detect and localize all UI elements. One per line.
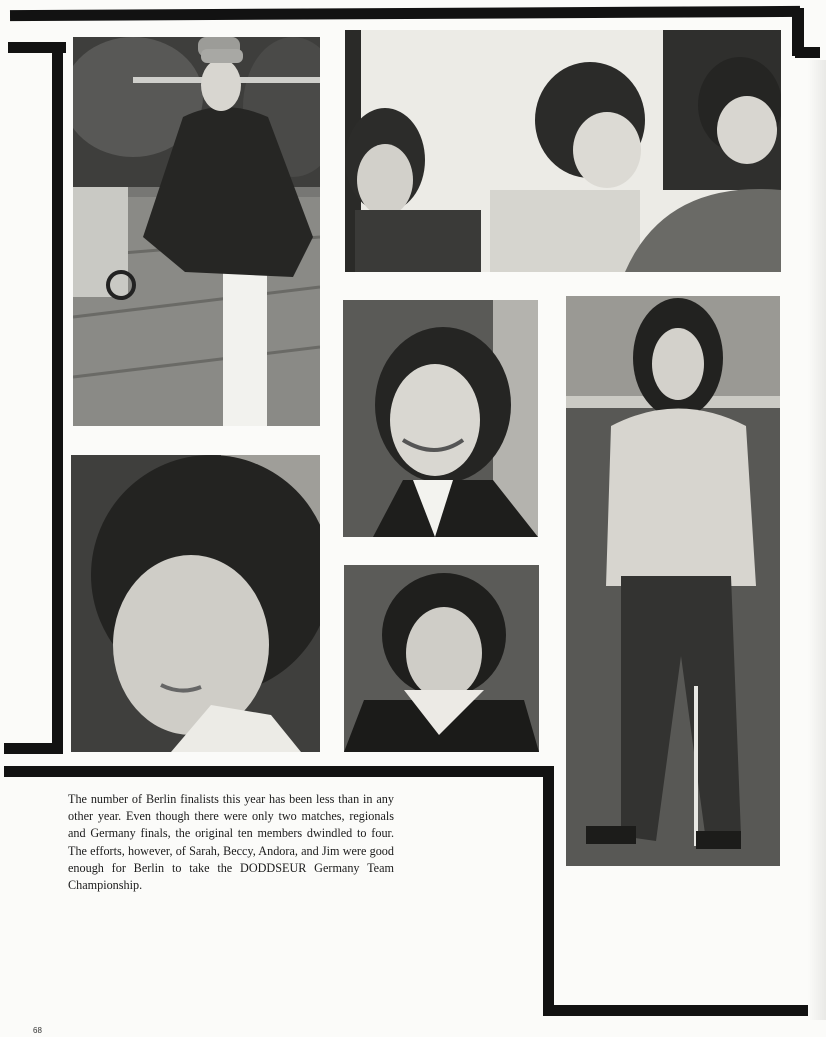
frame-caption-right bbox=[543, 766, 554, 1016]
frame-caption-top bbox=[4, 766, 554, 777]
photo-girl-profile bbox=[71, 455, 320, 752]
photo-coach-golf-cart bbox=[73, 37, 320, 426]
frame-left-vertical bbox=[52, 42, 63, 754]
frame-top-border bbox=[10, 6, 800, 21]
caption-text: The number of Berlin finalists this year has been less than in any other year. Even though there were only two matches, regionals and Germany finals, the original ten members dwindled to four. The efforts, however, of Sarah, Beccy, Andora, and Jim were good enough for Berlin to take the DODDSEUR Germany Team Championship. bbox=[68, 792, 394, 893]
frame-left-bottom bbox=[4, 743, 63, 754]
frame-bottom bbox=[543, 1005, 823, 1016]
photo-girl-golf-club bbox=[566, 296, 780, 866]
photo-girl-collar bbox=[344, 565, 539, 752]
page-edge-shadow bbox=[808, 60, 826, 1020]
photo-smiling-girl bbox=[343, 300, 538, 537]
photo-three-students bbox=[345, 30, 781, 272]
frame-right-tick bbox=[795, 47, 820, 58]
page-number: 68 bbox=[33, 1026, 42, 1035]
